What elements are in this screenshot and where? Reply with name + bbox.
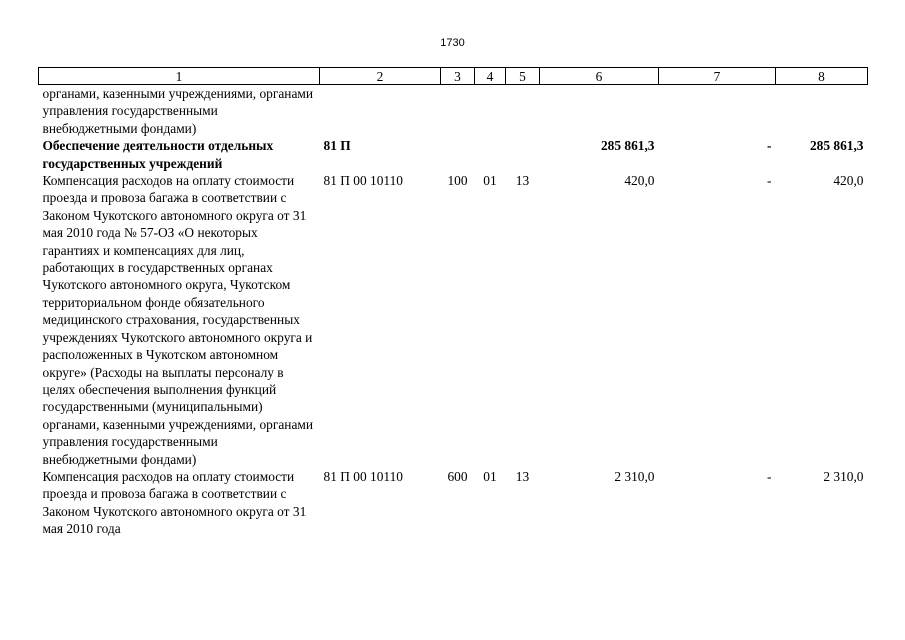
budget-table [38, 67, 868, 538]
table-row [39, 172, 868, 468]
row-expense-type: 600 [447, 468, 468, 484]
row-name: Компенсация расходов на оплату стоимости проезда и провоза багажа в соответствии с Законом Чукотского автономного округа от 31 мая 2010 года [42, 468, 307, 537]
row-name: Обеспечение деятельности отдельных государственных учреждений [42, 138, 274, 171]
row-section: 01 [483, 173, 497, 189]
row-target-code: 81 П 00 10110 [323, 468, 403, 484]
column-header-6: 6 [540, 68, 659, 85]
row-expense-type: 100 [447, 173, 468, 189]
table-header-row [39, 68, 868, 85]
row-name: органами, казенными учреждениями, органами управления государственными внебюджетными фондами) [42, 86, 314, 136]
row-subsection [506, 85, 540, 138]
page-number: 1730 [440, 37, 465, 49]
row-name: Компенсация расходов на оплату стоимости проезда и провоза багажа в соответствии с Законом Чукотского автономного округа от 31 мая 2010 года № 57-ОЗ «О некоторых гарантиях и компенсациях для лиц, работающих в государственных органах Чукотского автономного округа, Чукотском территориальном фонде обязательного медицинского страхования, государственных учреждениях Чукотского автономного округа и расположенных в Чукотском автономном округе» (Расходы на выплаты персоналу в целях обеспечения выполнения функций государственными (муниципальными) органами, казенными учреждениями, органами управления государственными внебюджетными фондами) [42, 173, 314, 467]
column-header-4: 4 [475, 68, 506, 85]
row-expense-type [441, 85, 475, 138]
row-amount-subvention [659, 85, 776, 138]
row-target-code: 81 П 00 10110 [323, 173, 403, 189]
row-amount-total: 420,0 [624, 173, 655, 189]
row-subsection [506, 137, 540, 172]
row-amount-own: 420,0 [833, 173, 864, 189]
column-header-7: 7 [659, 68, 776, 85]
row-amount-own: 2 310,0 [823, 468, 864, 484]
column-header-8: 8 [776, 68, 868, 85]
row-section: 01 [483, 468, 497, 484]
table-row [39, 85, 868, 138]
row-target-code: 81 П [323, 138, 351, 154]
row-amount-own: 285 861,3 [809, 138, 864, 154]
row-amount-subvention: - [767, 468, 772, 484]
row-amount-subvention: - [767, 138, 772, 154]
row-target-code [320, 85, 441, 138]
row-amount-subvention: - [767, 173, 772, 189]
row-amount-total: 2 310,0 [614, 468, 655, 484]
row-expense-type [441, 137, 475, 172]
row-amount-total [540, 85, 659, 138]
row-section [475, 137, 506, 172]
row-amount-own [776, 85, 868, 138]
column-header-2: 2 [320, 68, 441, 85]
row-section [475, 85, 506, 138]
row-subsection: 13 [515, 468, 530, 484]
column-header-5: 5 [506, 68, 540, 85]
table-row [39, 137, 868, 172]
row-subsection: 13 [515, 173, 530, 189]
column-header-1: 1 [39, 68, 320, 85]
row-amount-total: 285 861,3 [600, 138, 655, 154]
column-header-3: 3 [441, 68, 475, 85]
table-row [39, 468, 868, 538]
